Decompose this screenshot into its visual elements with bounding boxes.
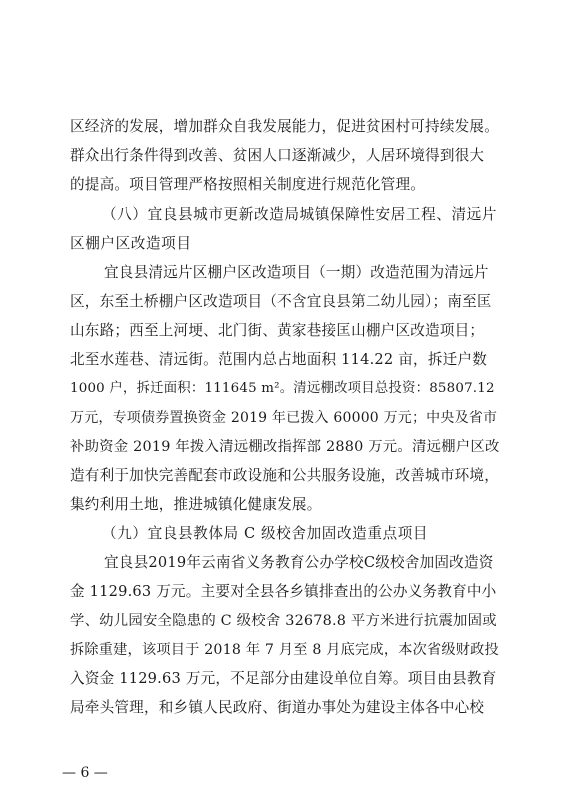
text-line-1: 区经济的发展，增加群众自我发展能力，促进贫困村可持续发展。 [70,118,500,135]
text-line-18: 学、幼儿园安全隐患的 C 级校舍 32678.8 平方米进行抗震加固或 [70,613,497,629]
text-line-21: 局牵头管理，和乡镇人民政府、街道办事处为建设主体各中心校 [70,699,485,716]
text-line-8: 山东路；西至上河埂、北门街、黄家巷接匡山棚户区改造项目； [70,322,485,339]
text-line-14: 集约利用土地，推进城镇化健康发展。 [70,496,322,513]
text-line-10: 1000 户，拆迁面积：111645 m²。清远棚改项目总投资：85807.12 [70,381,495,396]
section-heading-9: （九）宜良县教体局 C 级校舍加固改造重点项目 [102,525,429,542]
text-line-19: 拆除重建，该项目于 2018 年 7 月至 8 月底完成，本次省级财政投 [70,642,499,658]
text-line-20: 入资金 1129.63 万元，不足部分由建设单位自筹。项目由县教育 [70,670,497,687]
text-line-6: 宜良县清远片区棚户区改造项目（一期）改造范围为清远片 [104,264,489,281]
section-heading-8: （八）宜良县城市更新改造局城镇保障性安居工程、清远片 [102,206,498,223]
section-heading-8-cont: 区棚户区改造项目 [70,235,192,252]
text-line-11: 万元，专项债券置换资金 2019 年已拨入 60000 万元；中央及省市 [70,410,498,426]
text-line-7: 区，东至土桥棚户区改造项目（不含宜良县第二幼儿园）；南至匡 [70,293,492,310]
text-line-16: 宜良县2019年云南省义务教育公办学校C级校舍加固改造资 [104,554,494,571]
text-line-17: 金 1129.63 万元。主要对全县各乡镇排查出的公办义务教育中小 [70,583,497,600]
text-line-13: 造有利于加快完善配套市政设施和公共服务设施，改善城市环境， [70,467,500,484]
text-line-3: 的提高。项目管理严格按照相关制度进行规范化管理。 [70,176,426,193]
text-line-2: 群众出行条件得到改善、贫困人口逐渐减少，人居环境得到很大 [70,147,485,164]
page-number: — 6 — [62,765,108,781]
text-line-12: 补助资金 2019 年拨入清远棚改指挥部 2880 万元。清远棚户区改 [70,439,500,455]
text-line-9: 北至水莲巷、清远街。范围内总占地面积 114.22 亩，拆迁户数 [70,351,487,368]
